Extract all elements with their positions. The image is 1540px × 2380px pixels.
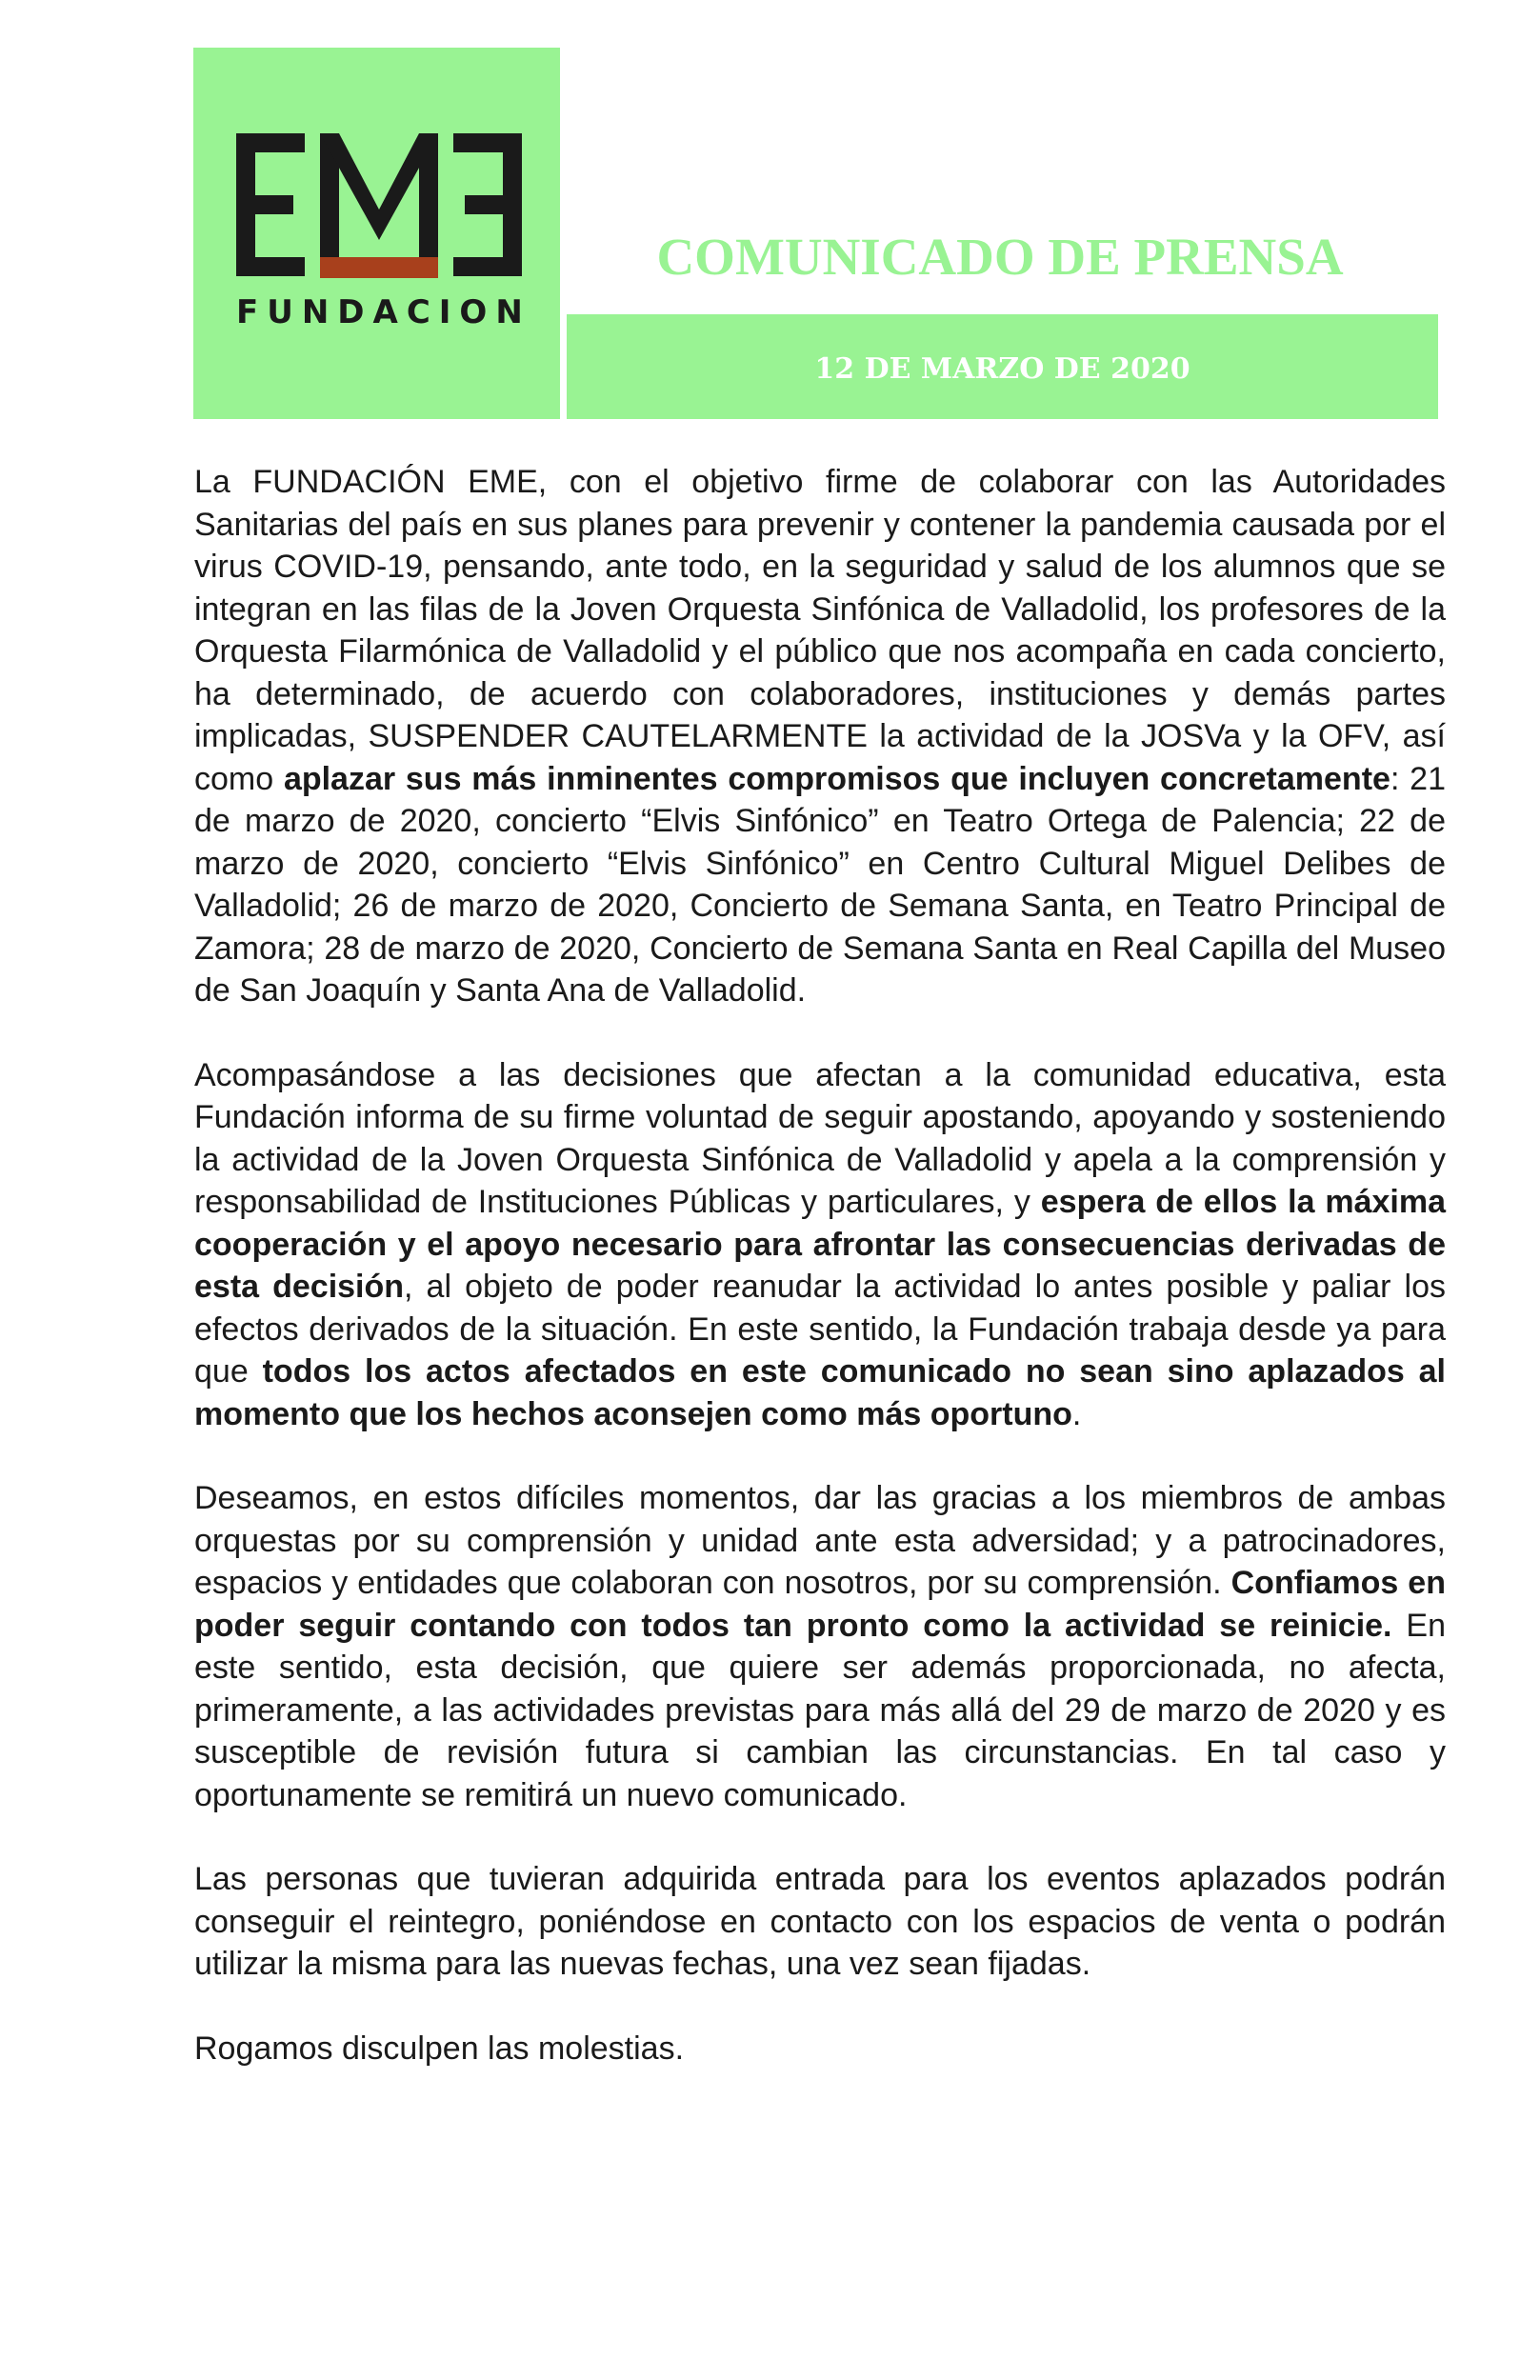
paragraph-2-text-a: Acompasándose a las decisiones que afectan a la comunidad educativa, esta Fundación informa de su firme voluntad de seguir apostando, apoyando y sosteniendo la actividad de la Joven Orquesta Sinfónica de Valladolid y apela a la comprensión y responsabilidad de Instituciones Públicas y particulares, y	[194, 1056, 1446, 1220]
paragraph-1-text-c: : 21 de marzo de 2020, concierto “Elvis Sinfónico” en Teatro Ortega de Palencia; 22 de marzo de 2020, concierto “Elvis Sinfónico” en Centro Cultural Miguel Delibes de Valladolid; 26 de marzo de 2020, Concierto de Semana Santa, en Teatro Principal de Zamora; 28 de marzo de 2020, Concierto de Semana Santa en Real Capilla del Museo de San Joaquín y Santa Ana de Valladolid.	[194, 760, 1446, 1009]
paragraph-1-bold: aplazar sus más inminentes compromisos que incluyen concretamente	[283, 760, 1390, 797]
paragraph-3	[194, 1477, 1446, 1816]
press-release-body	[194, 461, 1446, 2111]
fundacion-eme-logo	[193, 48, 560, 419]
paragraph-2-bold-2: todos los actos afectados en este comunicado no sean sino aplazados al momento que los hechos aconsejen como más oportuno	[194, 1353, 1446, 1432]
paragraph-3-bold: Confiamos en poder seguir contando con todos tan pronto como la actividad se reinicie.	[194, 1565, 1446, 1644]
paragraph-1-text-a: La FUNDACIÓN EME, con el objetivo firme de colaborar con las Autoridades Sanitarias del país en sus planes para prevenir y contener la pandemia causada por el virus COVID-19, pensando, ante todo, en la seguridad y salud de los alumnos que se integran en las filas de la Joven Orquesta Sinfónica de Valladolid, los profesores de la Orquesta Filarmónica de Valladolid y el público que nos acompaña en cada concierto, ha determinado, de acuerdo con colaboradores, instituciones y demás partes implicadas, SUSPENDER CAUTELARMENTE la actividad de la JOSVa y la OFV, así como	[194, 464, 1446, 797]
paragraph-5: Rogamos disculpen las molestias.	[194, 2030, 685, 2067]
paragraph-2-text-e: .	[1071, 1395, 1082, 1432]
paragraph-2-bold-1: espera de ellos la máxima cooperación y el apoyo necesario para afrontar las consecuencias derivadas de esta decisión	[194, 1184, 1446, 1305]
paragraph-2	[194, 1054, 1446, 1436]
paragraph-1	[194, 461, 1446, 1012]
logo-subtitle: FUNDACION	[236, 293, 531, 331]
eme-logo-mark	[236, 133, 522, 286]
press-release-title: COMUNICADO DE PRENSA	[656, 228, 1344, 286]
paragraph-3-text-a: Deseamos, en estos difíciles momentos, dar las gracias a los miembros de ambas orquestas por su comprensión y unidad ante esta adversidad; y a patrocinadores, espacios y entidades que colaboran con nosotros, por su comprensión.	[194, 1480, 1446, 1601]
date-banner	[567, 314, 1438, 419]
paragraph-4: Las personas que tuvieran adquirida entrada para los eventos aplazados podrán conseguir el reintegro, poniéndose en contacto con los espacios de venta o podrán utilizar la misma para las nuevas fechas, una vez sean fijadas.	[194, 1861, 1446, 1982]
paragraph-3-text-c: En este sentido, esta decisión, que quiere ser además proporcionada, no afecta, primeramente, a las actividades previstas para más allá del 29 de marzo de 2020 y es susceptible de revisión futura si cambian las circunstancias. En tal caso y oportunamente se remitirá un nuevo comunicado.	[194, 1607, 1446, 1813]
paragraph-2-text-c: , al objeto de poder reanudar la actividad lo antes posible y paliar los efectos derivados de la situación. En este sentido, la Fundación trabaja desde ya para que	[194, 1269, 1446, 1390]
press-release-date: 12 DE MARZO DE 2020	[814, 352, 1190, 386]
